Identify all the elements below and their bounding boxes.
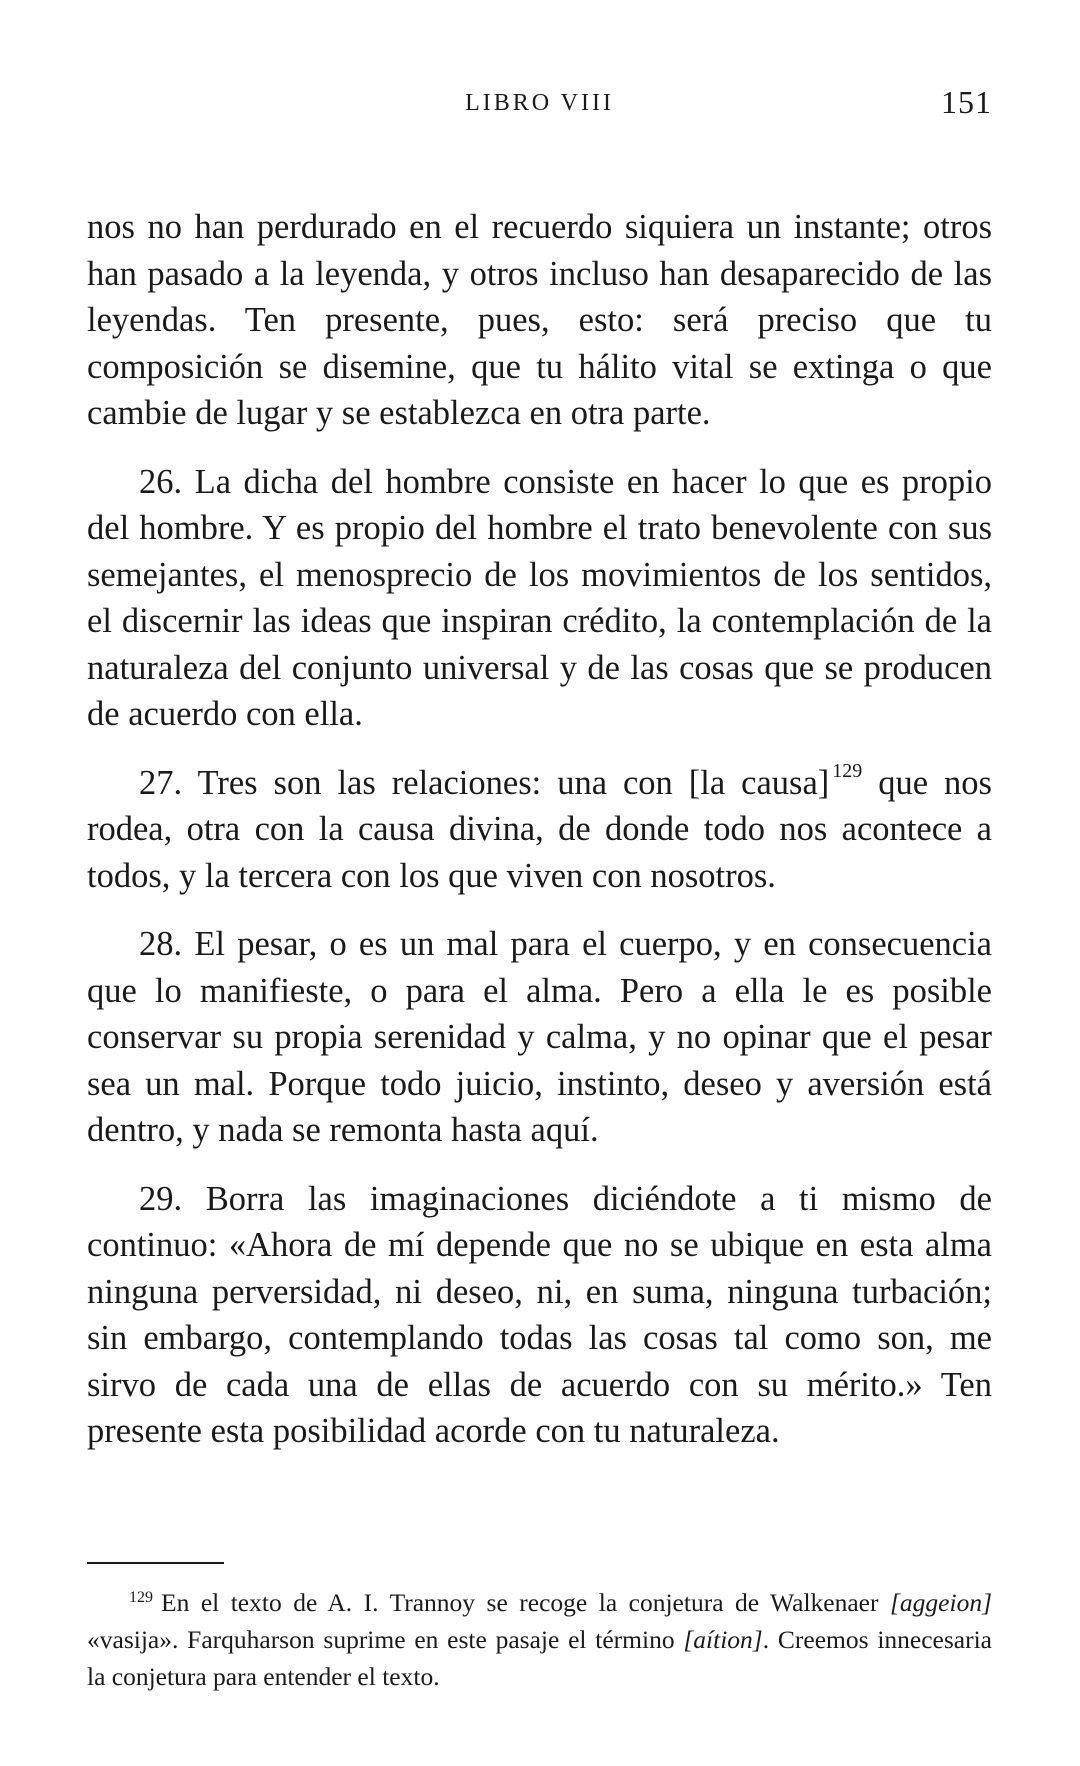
paragraph-27-text-after: que nos rodea, otra con la causa divina, de donde todo nos acontece a todos, y la tercera con los que viven con nosotros. xyxy=(87,763,992,895)
footnote-greek-term-aition: [aítion] xyxy=(683,1625,763,1654)
paragraph-29: 29. Borra las imaginaciones diciéndote a ti mismo de continuo: «Ahora de mí depende que no se ubique en esta alma ninguna perversidad, ni deseo, ni, en suma, ninguna turbación; sin embargo, contemplando todas las cosas tal como son, me sirvo de cada una de ellas de acuerdo con su mérito.» Ten presente esta posibilidad acorde con tu naturaleza. xyxy=(87,1179,992,1450)
running-head xyxy=(87,84,992,124)
paragraph-26: 26. La dicha del hombre consiste en hacer lo que es propio del hombre. Y es propio del hombre el trato benevolente con sus semejantes, el menosprecio de los movimientos de los sentidos, el discernir las ideas que inspiran crédito, la contemplación de la naturaleza del conjunto universal y de las cosas que se producen de acuerdo con ella. xyxy=(87,462,992,733)
running-title: LIBRO VIII xyxy=(465,90,614,116)
footnote-reference: 129 xyxy=(832,760,863,782)
book-page xyxy=(87,0,992,1766)
paragraph-continuation: nos no han perdurado en el recuerdo siquiera un instante; otros han pasado a la leyenda, y otros incluso han desaparecido de las leyendas. Ten presente, pues, esto: será preciso que tu composición se disemine, que tu hálito vital se extinga o que cambie de lugar y se establezca en otra parte. xyxy=(87,208,992,432)
footnote-text-3: . Creemos innecesaria la conjetura para entender el texto. xyxy=(87,1625,992,1691)
footnote-number: 129 xyxy=(129,1588,153,1606)
paragraph-27-text-before: 27. Tres son las relaciones: una con [la causa] xyxy=(139,763,830,802)
paragraph-27 xyxy=(87,760,992,900)
page-number: 151 xyxy=(941,84,992,120)
footnotes xyxy=(87,1584,992,1695)
paragraph-28: 28. El pesar, o es un mal para el cuerpo, y en consecuencia que lo manifieste, o para el alma. Pero a ella le es posible conservar su propia serenidad y calma, y no opinar que el pesar sea un mal. Porque todo juicio, instinto, deseo y aversión está dentro, y nada se remonta hasta aquí. xyxy=(87,925,992,1149)
main-text xyxy=(87,204,992,1455)
footnote-text-1: En el texto de A. I. Trannoy se recoge la conjetura de Walkenaer xyxy=(161,1588,890,1617)
footnote-rule xyxy=(87,1562,224,1564)
footnote-text-2: «vasija». Farquharson suprime en este pasaje el término xyxy=(87,1625,684,1654)
footnote-greek-term-aggeion: [aggeion] xyxy=(890,1588,992,1617)
footnote-129 xyxy=(87,1584,992,1695)
